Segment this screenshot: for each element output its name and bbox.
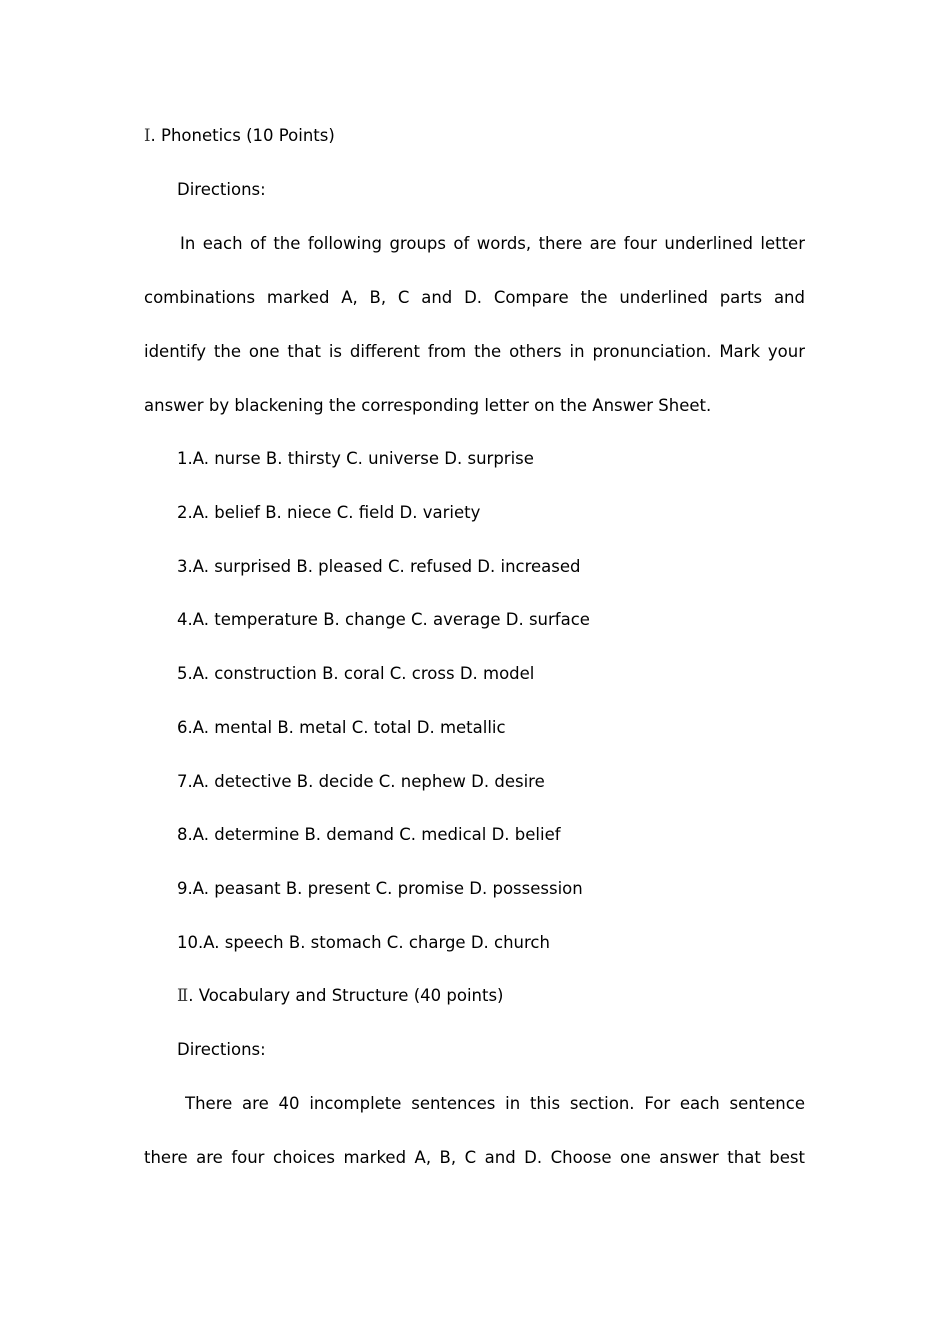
- section2-heading: [177, 984, 805, 1008]
- question-item: 10.A. speech B. stomach C. charge D. church: [177, 933, 550, 952]
- section2-directions-line: there are four choices marked A, B, C and D. Choose one answer that best: [144, 1148, 805, 1167]
- section2-directions-label: Directions:: [177, 1040, 266, 1059]
- section2-numeral: Ⅱ: [177, 986, 189, 1005]
- section1-directions-label: Directions:: [177, 180, 266, 199]
- section1-title: . Phonetics (10 Points): [150, 126, 335, 145]
- question-item: 9.A. peasant B. present C. promise D. possession: [177, 879, 583, 898]
- question-item: 3.A. surprised B. pleased C. refused D. increased: [177, 557, 581, 576]
- section1-directions-line: In each of the following groups of words, there are four underlined letter: [180, 234, 805, 253]
- question-item: 4.A. temperature B. change C. average D. surface: [177, 610, 590, 629]
- section1-directions-line: answer by blackening the corresponding letter on the Answer Sheet.: [144, 396, 712, 415]
- section1-numeral: Ⅰ: [144, 126, 151, 145]
- section1-directions-line: combinations marked A, B, C and D. Compare the underlined parts and: [144, 288, 805, 307]
- question-item: 8.A. determine B. demand C. medical D. belief: [177, 825, 561, 844]
- section2-directions-line: There are 40 incomplete sentences in this section. For each sentence: [185, 1094, 805, 1113]
- question-item: 7.A. detective B. decide C. nephew D. desire: [177, 772, 545, 791]
- section1-directions-line: identify the one that is different from the others in pronunciation. Mark your: [144, 342, 805, 361]
- question-item: 5.A. construction B. coral C. cross D. model: [177, 664, 535, 683]
- section2-title: . Vocabulary and Structure (40 points): [188, 986, 504, 1005]
- question-item: 6.A. mental B. metal C. total D. metallic: [177, 718, 506, 737]
- section1-heading: [144, 124, 805, 148]
- question-item: 2.A. belief B. niece C. field D. variety: [177, 503, 481, 522]
- question-item: 1.A. nurse B. thirsty C. universe D. surprise: [177, 449, 534, 468]
